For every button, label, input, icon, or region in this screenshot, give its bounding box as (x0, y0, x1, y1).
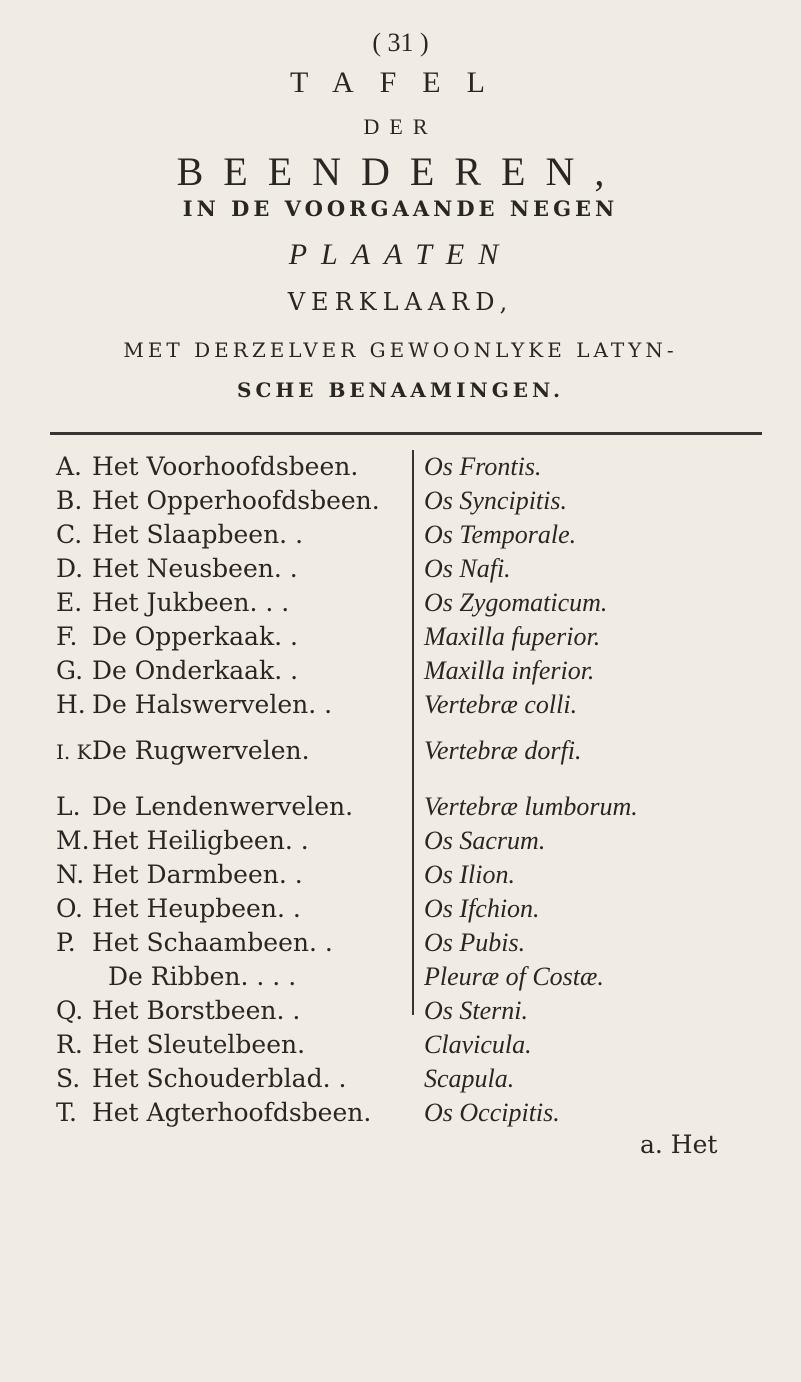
entry-letter: Q. (56, 996, 84, 1025)
title-voorgaande: IN DE VOORGAANDE NEGEN (182, 196, 619, 221)
entry-row (56, 1098, 371, 1138)
entry-latin: Os Frontis. (424, 452, 542, 481)
title-beenderen: BEENDEREN, (176, 149, 625, 194)
entry-letter: A. (56, 452, 83, 481)
title-benaamingen: SCHE BENAAMINGEN. (237, 378, 564, 402)
entry-dutch: Het Slaapbeen. . (91, 520, 304, 549)
entry-latin: Scapula. (424, 1064, 515, 1093)
entry-dutch: Het Heupbeen. . (91, 894, 301, 923)
entry-latin: Vertebræ dorfi. (424, 736, 582, 765)
page-number: ( 31 ) (372, 28, 429, 57)
entry-dutch: De Onderkaak. . (91, 656, 299, 685)
entry-row (56, 690, 332, 730)
entry-letter: D. (56, 554, 84, 583)
entry-latin: Maxilla fuperior. (424, 622, 601, 651)
entry-latin: Vertebræ lumborum. (424, 792, 638, 821)
entry-latin: Pleuræ of Costæ. (424, 962, 604, 991)
entry-letter: R. (56, 1030, 83, 1059)
entry-dutch: De Opperkaak. . (91, 622, 298, 651)
entry-latin: Vertebræ colli. (424, 690, 578, 719)
entry-latin: Os Syncipitis. (424, 486, 567, 515)
entry-letter: S. (56, 1064, 81, 1093)
entry-letter: M. (56, 826, 90, 855)
entry-dutch: Het Jukbeen. . . (91, 588, 290, 617)
entry-letter: F. (56, 622, 78, 651)
entry-latin: Os Zygomaticum. (424, 588, 608, 617)
entry-latin: Os Pubis. (424, 928, 526, 957)
entry-letter: N. (56, 860, 85, 889)
entry-letter: C. (56, 520, 83, 549)
entry-letter: P. (56, 928, 76, 957)
entry-letter: G. (56, 656, 84, 685)
entry-dutch: Het Heiligbeen. . (91, 826, 309, 855)
entry-dutch: Het Schouderblad. . (91, 1064, 347, 1093)
entry-dutch: Het Agterhoofdsbeen. (91, 1098, 372, 1127)
entry-dutch: Het Schaambeen. . (91, 928, 333, 957)
entry-dutch: Het Sleutelbeen. (91, 1030, 306, 1059)
entry-dutch: Het Borstbeen. . (91, 996, 301, 1025)
column-divider (412, 450, 414, 1015)
entry-latin: Os Sterni. (424, 996, 528, 1025)
entry-latin: Os Occipitis. (424, 1098, 560, 1127)
entry-latin: Os Ilion. (424, 860, 515, 889)
entry-dutch: Het Voorhoofdsbeen. (91, 452, 359, 481)
title-plaaten: PLAATEN (288, 238, 513, 271)
entry-letter: I. K. (56, 740, 98, 764)
entry-dutch: Het Darmbeen. . (91, 860, 303, 889)
entry-dutch: De Ribben. . . . (108, 962, 297, 991)
entry-letter: B. (56, 486, 83, 515)
entry-dutch: De Lendenwervelen. (91, 792, 354, 821)
entry-letter: T. (56, 1098, 77, 1127)
entry-latin: Os Ifchion. (424, 894, 540, 923)
entry-dutch: Het Neusbeen. . (91, 554, 298, 583)
entry-latin: Os Sacrum. (424, 826, 546, 855)
catchword: a. Het (640, 1130, 718, 1159)
title-tafel: TAFEL (290, 66, 511, 99)
entry-dutch: De Rugwervelen. (91, 736, 310, 765)
entry-letter: H. (56, 690, 86, 719)
entry-row (56, 736, 310, 776)
entry-letter: E. (56, 588, 83, 617)
horizontal-rule (50, 432, 762, 435)
title-der: DER (363, 114, 438, 139)
entry-letter: O. (56, 894, 83, 923)
title-met-derzelver: MET DERZELVER GEWOONLYKE LATYN- (123, 338, 678, 362)
entry-dutch: Het Opperhoofdsbeen. (91, 486, 380, 515)
entry-letter: L. (56, 792, 81, 821)
title-verklaard: VERKLAARD, (287, 288, 514, 316)
entry-latin: Maxilla inferior. (424, 656, 595, 685)
entry-latin: Os Temporale. (424, 520, 577, 549)
entry-dutch: De Halswervelen. . (91, 690, 333, 719)
entry-latin: Os Nafi. (424, 554, 511, 583)
entry-latin: Clavicula. (424, 1030, 532, 1059)
